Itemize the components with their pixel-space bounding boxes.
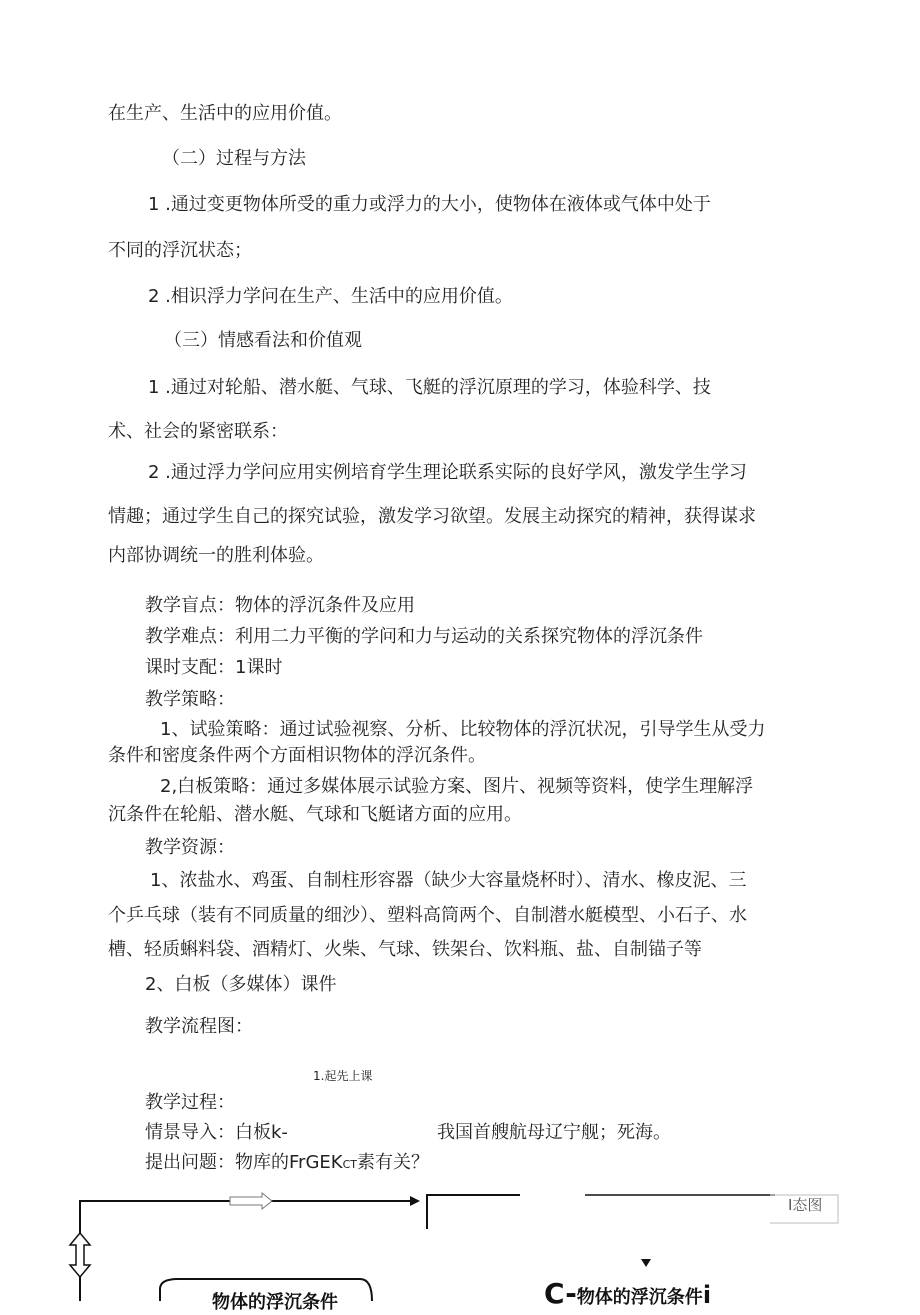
teaching-difficulty: 教学难点：利用二力平衡的学问和力与运动的关系探究物体的浮沉条件	[145, 626, 703, 647]
hollow-arrow-icon	[230, 1193, 272, 1209]
scenario-intro: 情景导入：白板k-	[145, 1122, 288, 1143]
text-line: 1 .通过对轮船、潜水艇、气球、飞艇的浮沉原理的学习，体验科学、技	[148, 377, 711, 398]
text-line: 条件和密度条件两个方面相识物体的浮沉条件。	[108, 745, 486, 766]
text-line: 1、浓盐水、鸡蛋、自制柱形容器（缺少大容量烧杯时）、清水、橡皮泥、三	[150, 870, 747, 891]
question-subscript: CT	[342, 1158, 357, 1171]
section-heading: （二）过程与方法	[162, 148, 306, 169]
teaching-resources-heading: 教学资源：	[145, 837, 235, 858]
left-loop-line	[80, 1201, 410, 1301]
diagram-label-prefix: C-	[544, 1277, 577, 1310]
arrow-right-icon	[410, 1196, 420, 1206]
diagram-label-suffix: i	[702, 1281, 712, 1309]
teaching-focus: 教学盲点：物体的浮沉条件及应用	[145, 595, 415, 616]
text-line: 2,白板策略：通过多媒体展示试验方案、图片、视频等资料，使学生理解浮	[160, 776, 754, 797]
text-line: 2、白板（多媒体）课件	[145, 974, 337, 995]
text-line: 沉条件在轮船、潜水艇、气球和飞艇诸方面的应用。	[108, 804, 522, 825]
scenario-intro-content: 我国首艘航母辽宁舰；死海。	[437, 1122, 671, 1143]
text-line: 个乒乓球（装有不同质量的细沙）、塑料高筒两个、自制潜水艇模型、小石子、水	[108, 905, 747, 926]
text-line: 内部协调统一的胜利体验。	[108, 545, 324, 566]
teaching-strategy-heading: 教学策略：	[145, 689, 235, 710]
class-hours: 课时支配：1课时	[145, 657, 283, 678]
text-line: 2 .相识浮力学问在生产、生活中的应用价值。	[148, 286, 513, 307]
question-text: 提出问题：物库的FrGEK	[145, 1152, 343, 1173]
text-line: 情趣；通过学生自己的探究试验，激发学习欲望。发展主动探究的精神，获得谋求	[108, 506, 756, 527]
left-bubble-label: 物体的浮沉条件	[212, 1292, 338, 1313]
question-suffix: 素有关？	[356, 1152, 429, 1173]
double-arrow-icon	[70, 1233, 90, 1277]
text-line: 1、试验策略：通过试验视察、分析、比较物体的浮沉状况，引导学生从受力	[160, 719, 766, 740]
teaching-process-heading: 教学过程：	[145, 1092, 235, 1113]
text-line: 1 .通过变更物体所受的重力或浮力的大小，使物体在液体或气体中处于	[148, 194, 711, 215]
section-heading: （三）情感看法和价值观	[164, 330, 362, 351]
flowchart-start-label: 1.起先上课	[313, 1069, 373, 1083]
diagram-label-text: 物体的浮沉条件	[576, 1287, 703, 1308]
right-box-left-edge	[427, 1195, 520, 1229]
flow-diagram	[0, 1185, 920, 1301]
corner-label: I态图	[788, 1196, 823, 1214]
text-line: 不同的浮沉状态；	[108, 240, 252, 261]
diagram-box-label	[544, 1279, 711, 1313]
arrow-down-icon	[641, 1259, 651, 1267]
question-line	[145, 1151, 429, 1177]
flowchart-heading: 教学流程图：	[145, 1016, 253, 1037]
text-line: 术、社会的紧密联系：	[108, 421, 288, 442]
text-line: 2 .通过浮力学问应用实例培育学生理论联系实际的良好学风，激发学生学习	[148, 462, 747, 483]
text-line: 槽、轻质蝌料袋、酒精灯、火柴、气球、铁架台、饮料瓶、盐、自制锚子等	[108, 939, 702, 960]
text-line: 在生产、生活中的应用价值。	[108, 103, 342, 124]
